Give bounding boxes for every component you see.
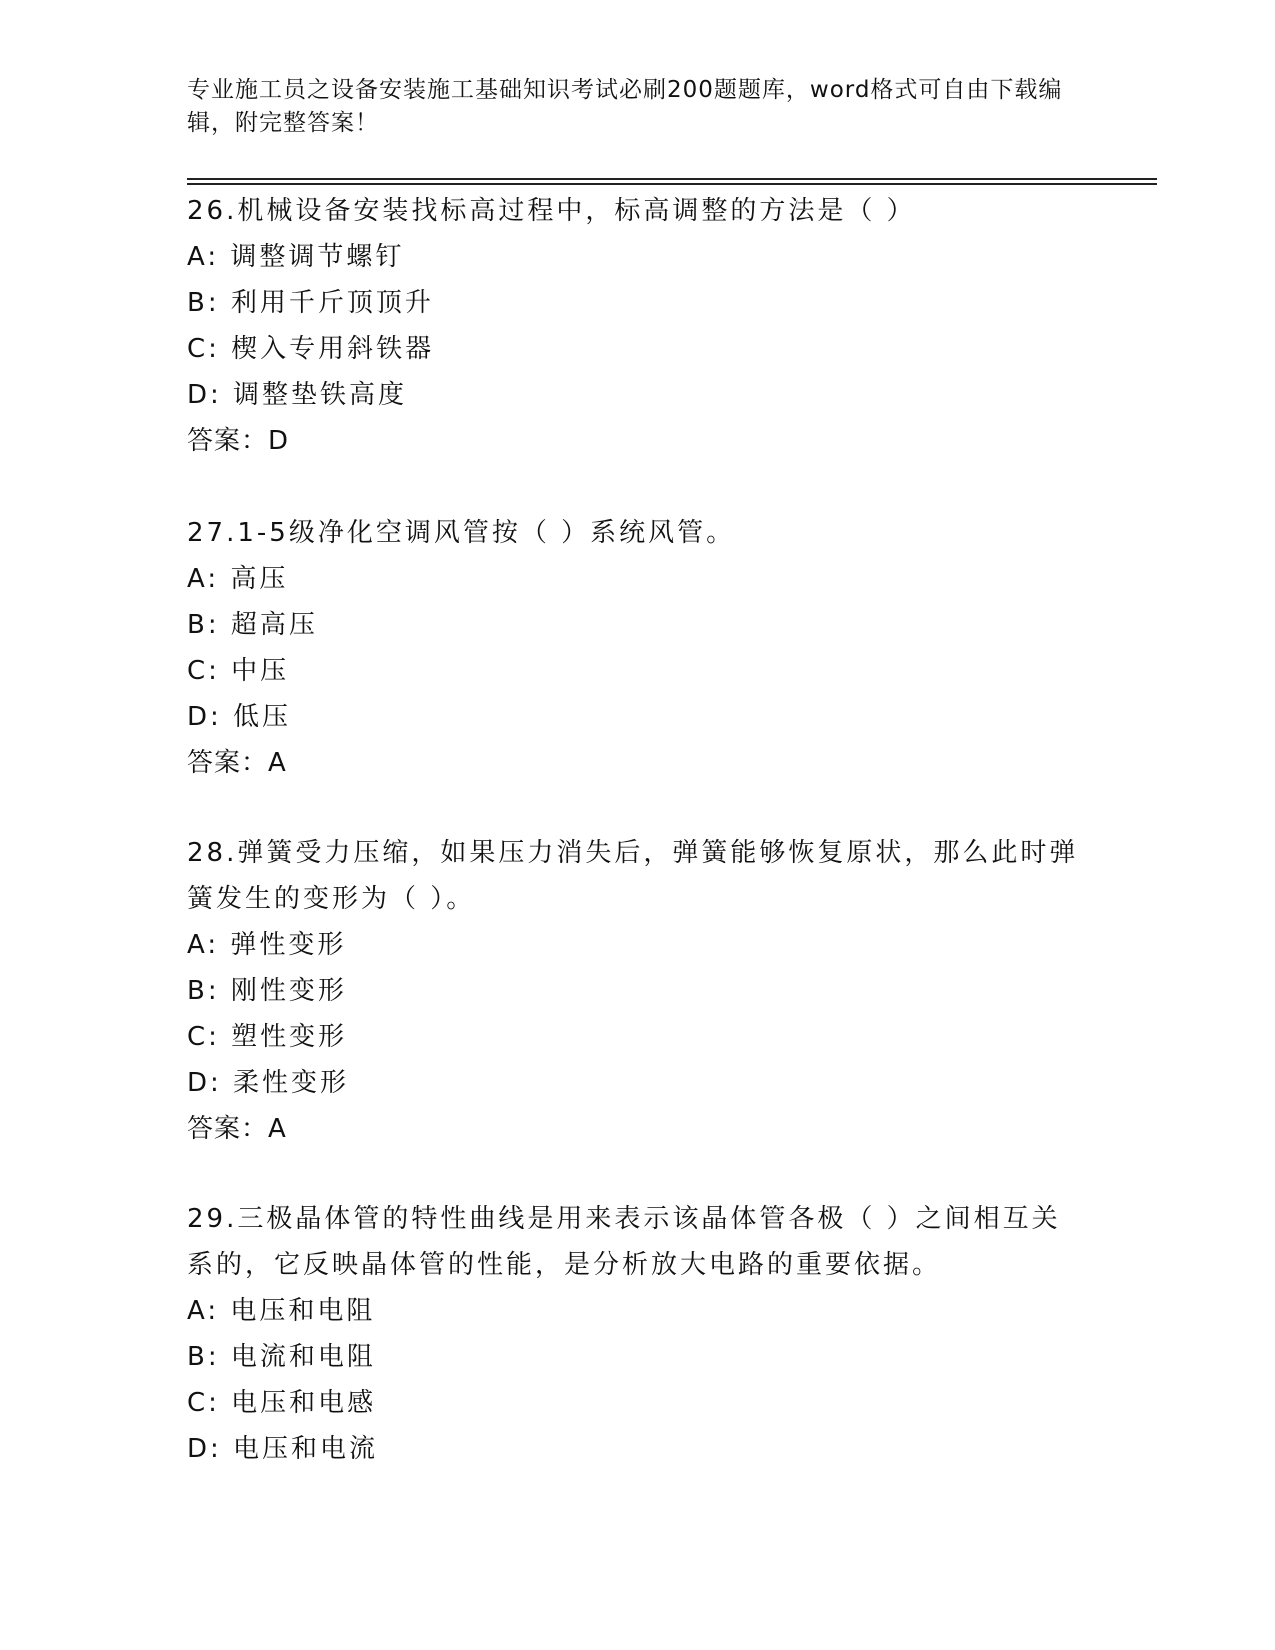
question-text: 26.机械设备安装找标高过程中，标高调整的方法是（ ） bbox=[187, 196, 916, 226]
option-c: C: 电压和电感 bbox=[187, 1388, 377, 1418]
answer: 答案：D bbox=[187, 426, 290, 456]
answer: 答案：A bbox=[187, 748, 287, 778]
header-divider-bottom bbox=[187, 183, 1157, 185]
option-b: B: 电流和电阻 bbox=[187, 1342, 376, 1372]
option-d: D: 低压 bbox=[187, 702, 292, 732]
option-d: D: 调整垫铁高度 bbox=[187, 380, 408, 410]
option-c: C: 中压 bbox=[187, 656, 290, 686]
option-a: A: 电压和电阻 bbox=[187, 1296, 376, 1326]
document-header: 专业施工员之设备安装施工基础知识考试必刷200题题库，word格式可自由下载编辑，附完整答案！ bbox=[187, 77, 1063, 136]
question-27 bbox=[187, 510, 1087, 786]
option-a: A: 高压 bbox=[187, 564, 289, 594]
option-a: A: 弹性变形 bbox=[187, 930, 347, 960]
question-29 bbox=[187, 1196, 1087, 1472]
question-28 bbox=[187, 830, 1087, 1152]
question-26 bbox=[187, 188, 1087, 464]
option-d: D: 电压和电流 bbox=[187, 1434, 379, 1464]
header-divider-top bbox=[187, 178, 1157, 180]
question-text: 28.弹簧受力压缩，如果压力消失后，弹簧能够恢复原状，那么此时弹簧发生的变形为（ ）。 bbox=[187, 838, 1079, 914]
option-b: B: 利用千斤顶顶升 bbox=[187, 288, 434, 318]
question-text: 29.三极晶体管的特性曲线是用来表示该晶体管各极（ ）之间相互关系的，它反映晶体管的性能，是分析放大电路的重要依据。 bbox=[187, 1204, 1061, 1280]
option-c: C: 楔入专用斜铁器 bbox=[187, 334, 435, 364]
option-d: D: 柔性变形 bbox=[187, 1068, 350, 1098]
question-text: 27.1-5级净化空调风管按（ ）系统风管。 bbox=[187, 518, 736, 548]
option-a: A: 调整调节螺钉 bbox=[187, 242, 405, 272]
option-c: C: 塑性变形 bbox=[187, 1022, 348, 1052]
answer: 答案：A bbox=[187, 1114, 287, 1144]
option-b: B: 刚性变形 bbox=[187, 976, 347, 1006]
option-b: B: 超高压 bbox=[187, 610, 318, 640]
